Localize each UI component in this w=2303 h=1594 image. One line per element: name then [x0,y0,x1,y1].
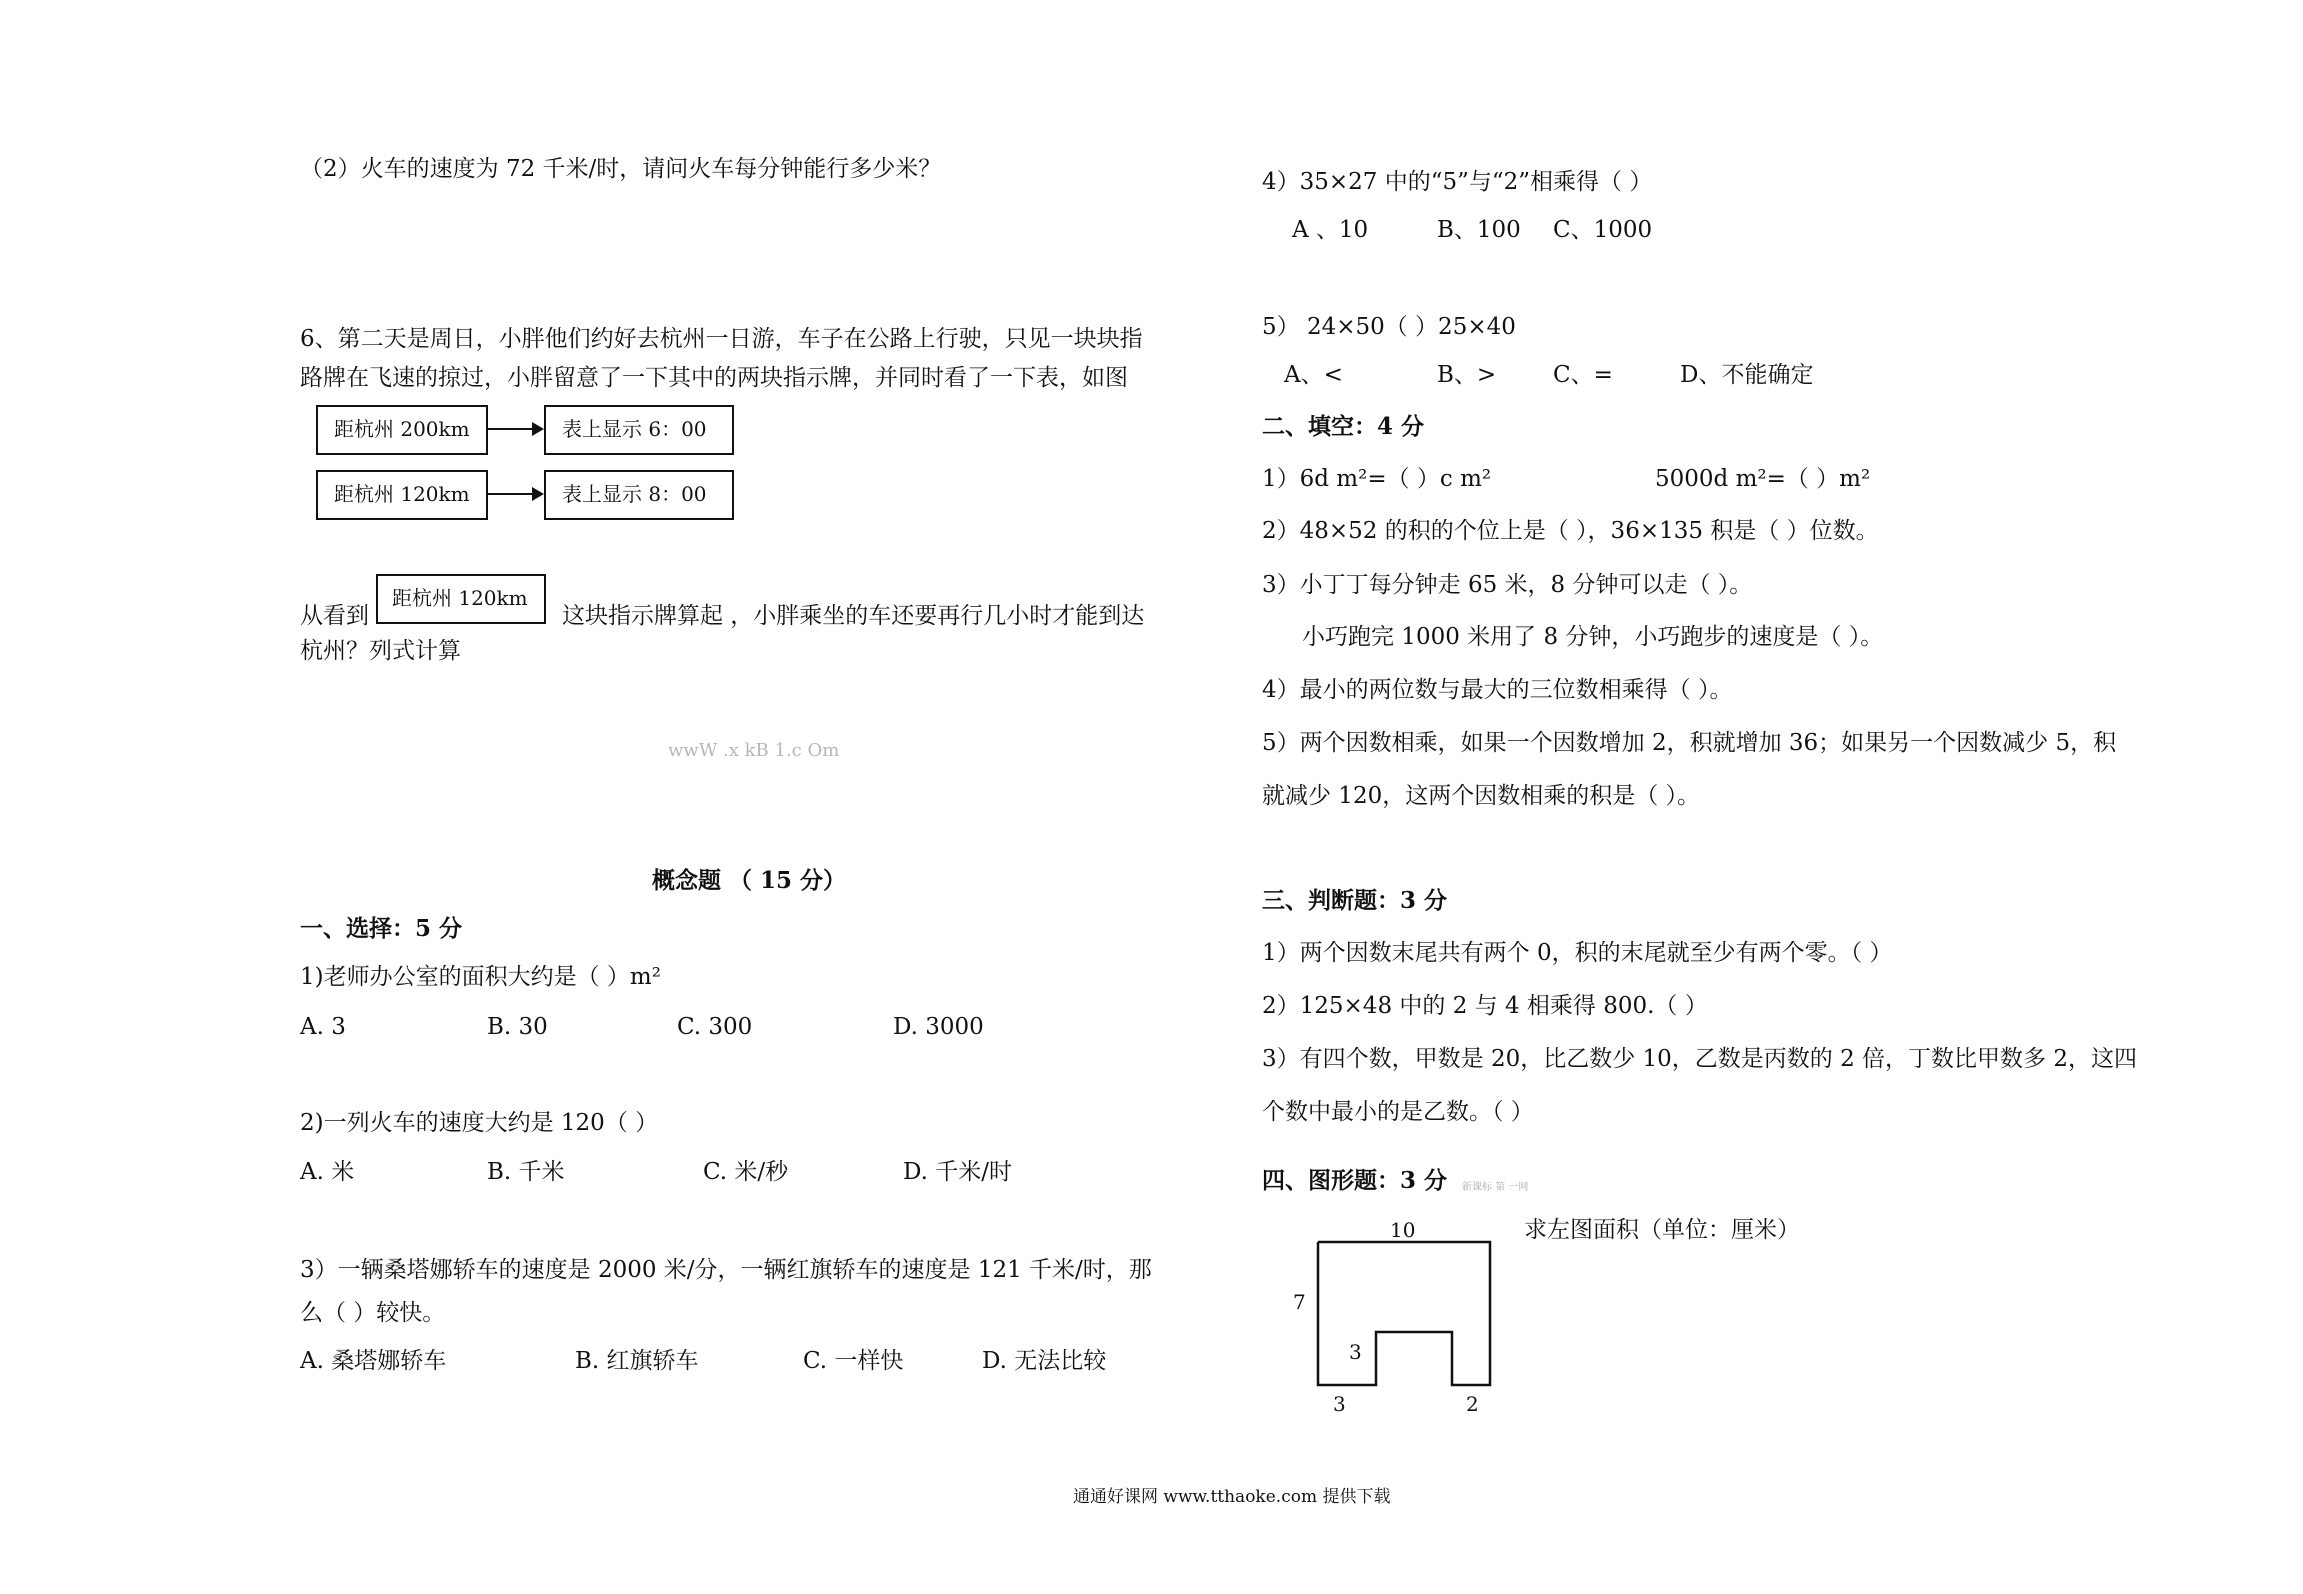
choice-4-option-a: A 、10 [1292,217,1369,243]
choice-5-option-d: D、不能确定 [1680,362,1814,388]
q6-rest: 这块指示牌算起 ，小胖乘坐的车还要再行几小时才能到达 [562,603,1145,629]
fill-1b: 5000d m²=（ ）m² [1655,466,1871,492]
concept-title: 概念题 （ 15 分） [652,867,847,894]
figure-label-bottom-left: 3 [1333,1392,1346,1416]
choice-2-option-c: C. 米/秒 [703,1159,789,1185]
choice-5-option-c: C、= [1553,362,1613,388]
q6-line-4: 杭州？列式计算 [300,638,461,664]
clock-box-6: 表上显示 6：00 [544,405,734,455]
choice-5-option-b: B、> [1437,362,1497,388]
choice-1-question: 1)老师办公室的面积大约是（ ）m² [300,964,661,990]
choice-3-option-d: D. 无法比较 [982,1348,1107,1374]
figure-outline [1318,1242,1490,1385]
judge-3b: 个数中最小的是乙数。（ ） [1262,1099,1534,1125]
sign-box-120km: 距杭州 120km [316,470,488,520]
sign-box-200km: 距杭州 200km [316,405,488,455]
fill-2: 2）48×52 的积的个位上是（ ），36×135 积是（ ）位数。 [1262,518,1879,544]
fill-1a: 1）6d m²=（ ）c m² [1262,466,1492,492]
area-figure [1300,1220,1520,1400]
choice-2-option-b: B. 千米 [487,1159,565,1185]
footer: 通通好课网 www.tthaoke.com 提供下载 [1073,1487,1391,1507]
figure-label-inner: 3 [1349,1340,1362,1364]
arrow-icon [488,428,542,430]
sign-box-inline-120km: 距杭州 120km [376,574,546,624]
q6-from: 从看到 [300,603,369,629]
choice-4-option-c: C、1000 [1553,217,1653,243]
choice-3-question-2: 么（ ）较快。 [300,1300,446,1326]
fill-3a: 3）小丁丁每分钟走 65 米，8 分钟可以走（ ）。 [1262,572,1753,598]
choice-5-option-a: A、< [1284,362,1343,388]
q6-line-1: 6、第二天是周日，小胖他们约好去杭州一日游，车子在公路上行驶，只见一块块指 [300,326,1143,352]
arrow-icon [488,493,542,495]
choice-1-option-c: C. 300 [677,1014,753,1040]
choice-3-question-1: 3）一辆桑塔娜轿车的速度是 2000 米/分，一辆红旗轿车的速度是 121 千米/时，那 [300,1257,1152,1283]
choice-3-option-b: B. 红旗轿车 [575,1348,699,1374]
choice-1-option-a: A. 3 [300,1014,346,1040]
section-2-title: 二、填空：4 分 [1262,413,1425,440]
choice-3-option-a: A. 桑塔娜轿车 [300,1348,447,1374]
choice-4-question: 4）35×27 中的“5”与“2”相乘得（ ） [1262,169,1653,195]
figure-label-top: 10 [1390,1218,1416,1242]
figure-label-bottom-right: 2 [1466,1392,1479,1416]
fill-5a: 5）两个因数相乘，如果一个因数增加 2，积就增加 36；如果另一个因数减少 5，积 [1262,730,2117,756]
clock-box-8: 表上显示 8：00 [544,470,734,520]
figure-caption: 求左图面积（单位：厘米） [1524,1217,1800,1243]
choice-3-option-c: C. 一样快 [803,1348,904,1374]
judge-3a: 3）有四个数，甲数是 20，比乙数少 10，乙数是丙数的 2 倍，丁数比甲数多 2，这四 [1262,1046,2137,1072]
choice-2-option-d: D. 千米/时 [903,1159,1012,1185]
q5-part2: （2）火车的速度为 72 千米/时，请问火车每分钟能行多少米？ [300,156,942,182]
choice-2-option-a: A. 米 [300,1159,355,1185]
fill-3b: 小巧跑完 1000 米用了 8 分钟，小巧跑步的速度是（ ）。 [1302,624,1884,650]
q6-line-2: 路牌在飞速的掠过，小胖留意了一下其中的两块指示牌，并同时看了一下表，如图 [300,365,1128,391]
fill-5b: 就减少 120，这两个因数相乘的积是（ ）。 [1262,783,1701,809]
section-4-title: 四、图形题：3 分 [1262,1167,1448,1194]
section-1-title: 一、选择：5 分 [300,915,463,942]
fill-4: 4）最小的两位数与最大的三位数相乘得（ ）。 [1262,677,1733,703]
choice-1-option-b: B. 30 [487,1014,548,1040]
watermark: wwW .x kB 1.c Om [668,740,840,761]
figure-label-left: 7 [1293,1290,1306,1314]
section-4-tiny-watermark: 新课标 第 一网 [1462,1182,1529,1193]
choice-1-option-d: D. 3000 [893,1014,984,1040]
judge-1: 1）两个因数末尾共有两个 0，积的末尾就至少有两个零。（ ） [1262,940,1893,966]
choice-5-question: 5） 24×50（ ）25×40 [1262,314,1516,340]
choice-4-option-b: B、100 [1437,217,1521,243]
judge-2: 2）125×48 中的 2 与 4 相乘得 800.（ ） [1262,993,1708,1019]
section-3-title: 三、判断题：3 分 [1262,887,1448,914]
choice-2-question: 2)一列火车的速度大约是 120（ ） [300,1110,659,1136]
